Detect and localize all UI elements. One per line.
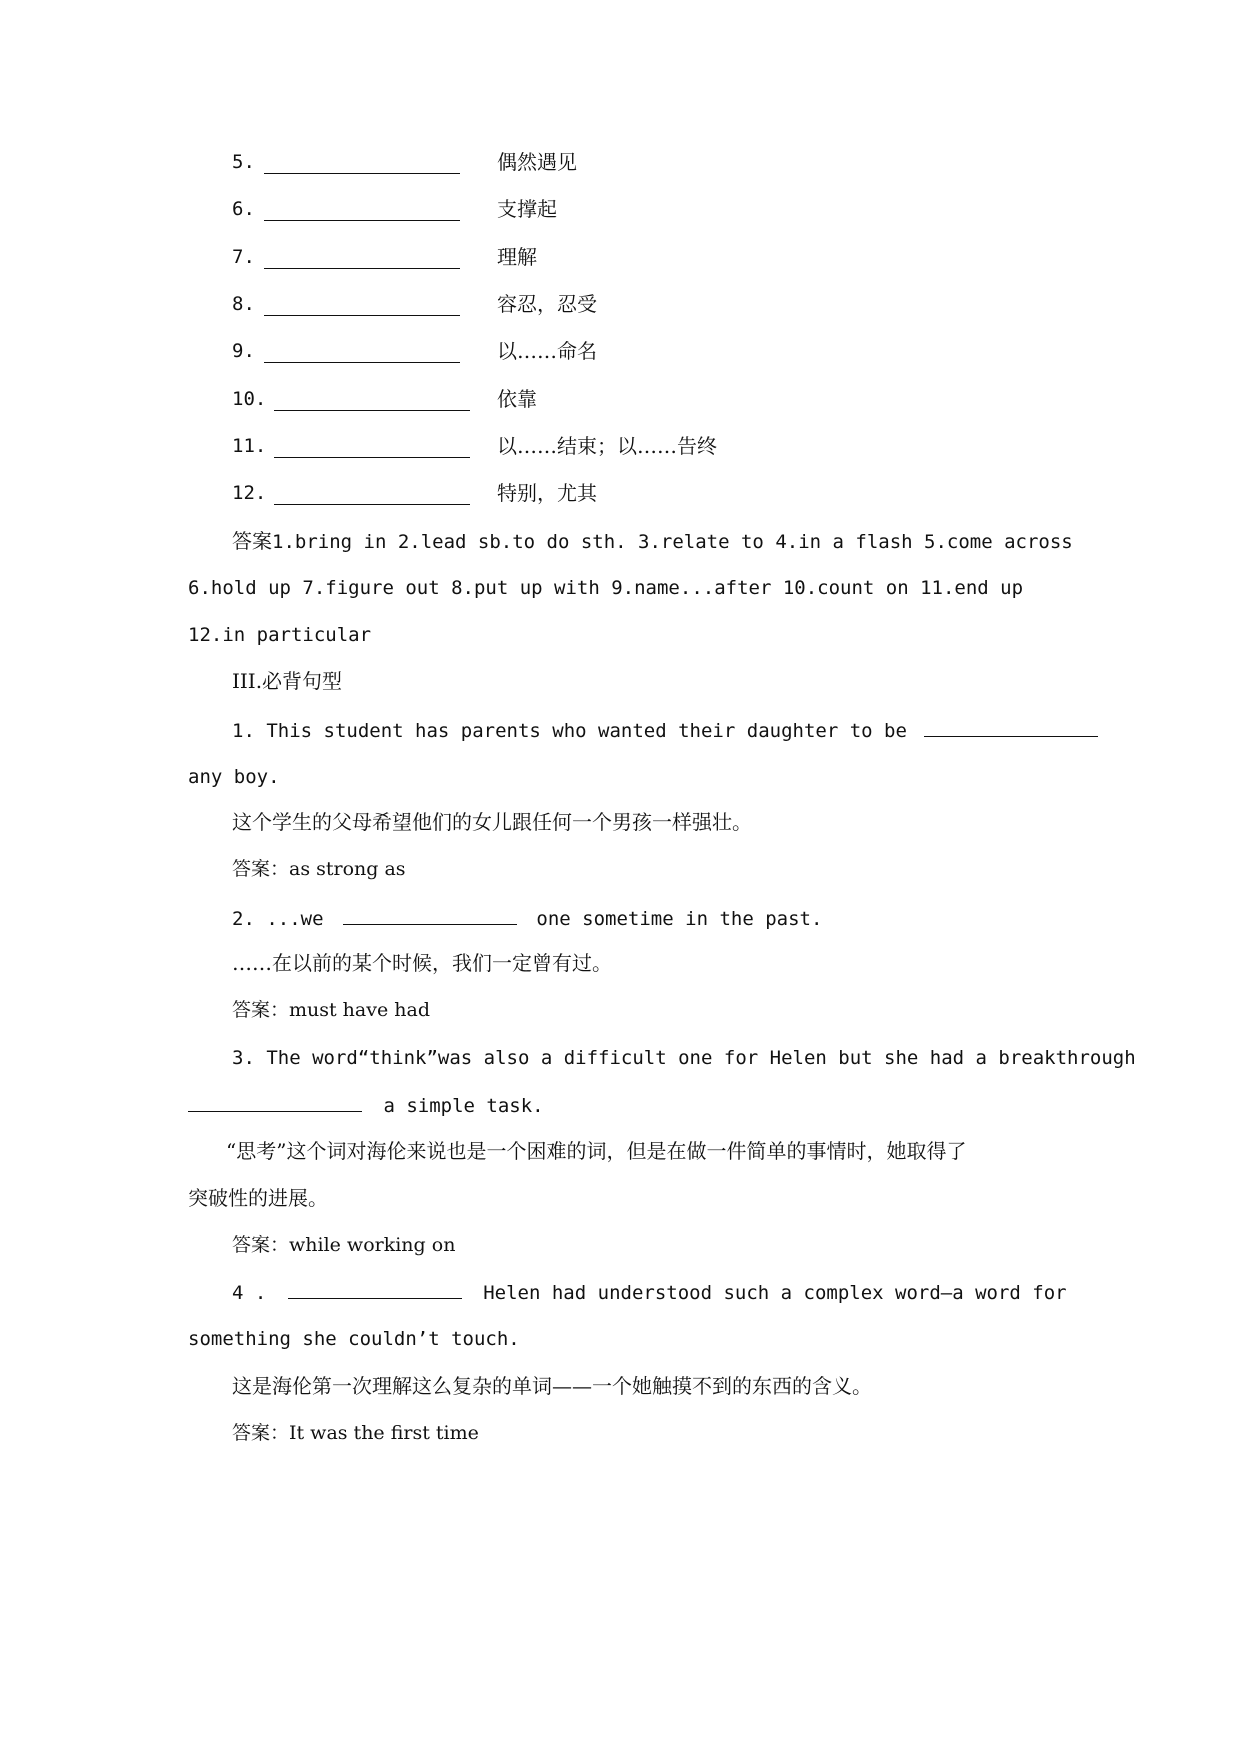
- vocab-item: [232, 245, 932, 273]
- answer-blank[interactable]: [274, 392, 470, 411]
- sentence-1-line-1: [232, 718, 1098, 743]
- sentence-4-line-2: something she couldn’t touch.: [188, 1328, 520, 1350]
- vocab-item: [232, 339, 932, 367]
- sentence-4-answer: 答案：It was the first time: [232, 1422, 479, 1444]
- vocab-meaning: 依靠: [497, 387, 537, 411]
- vocab-item: [232, 387, 932, 415]
- answer-label: 答案: [232, 529, 272, 553]
- vocab-item: [232, 434, 932, 462]
- vocab-number: 8.: [232, 293, 255, 315]
- sentence-3-translation-2: 突破性的进展。: [188, 1186, 328, 1210]
- vocab-meaning: 支撑起: [497, 197, 557, 221]
- vocab-meaning: 以……命名: [497, 339, 597, 363]
- sentence-text: a simple task.: [383, 1095, 544, 1117]
- sentence-3-line-2: [188, 1093, 544, 1118]
- vocab-meaning: 特别，尤其: [497, 481, 597, 505]
- sentence-text: one sometime in the past.: [536, 908, 823, 930]
- vocab-number: 10.: [232, 388, 267, 410]
- vocab-item: [232, 197, 932, 225]
- answer-blank[interactable]: [924, 718, 1098, 737]
- answer-blank[interactable]: [274, 486, 470, 505]
- answer-blank[interactable]: [343, 906, 517, 925]
- sentence-1-answer: 答案：as strong as: [232, 858, 406, 880]
- sentence-2-line: [232, 906, 822, 931]
- sentence-text: Helen had understood such a complex word—a word for: [483, 1282, 1067, 1304]
- vocab-meaning: 容忍，忍受: [497, 292, 597, 316]
- sentence-text: 2. ...we: [232, 908, 324, 930]
- sentence-3-line-1: 3. The word“think”was also a difficult one for Helen but she had a breakthrough: [232, 1047, 1136, 1069]
- vocab-item: [232, 292, 932, 320]
- sentence-2-answer: 答案：must have had: [232, 999, 430, 1021]
- vocab-meaning: 理解: [497, 245, 537, 269]
- vocab-number: 5.: [232, 151, 255, 173]
- answer-blank[interactable]: [264, 250, 460, 269]
- vocab-answer-line-3: 12.in particular: [188, 624, 372, 646]
- answer-blank[interactable]: [264, 297, 460, 316]
- vocab-item: [232, 150, 932, 178]
- answer-blank[interactable]: [188, 1093, 362, 1112]
- sentence-1-line-2: any boy.: [188, 766, 280, 788]
- vocab-answer-line-1: [232, 529, 1073, 554]
- answer-blank[interactable]: [264, 202, 460, 221]
- sentence-3-answer: 答案：while working on: [232, 1234, 456, 1256]
- vocab-meaning: 偶然遇见: [497, 150, 577, 174]
- vocab-meaning: 以……结束；以……告终: [497, 434, 717, 458]
- section-heading: III.必背句型: [232, 669, 343, 693]
- vocab-item: [232, 481, 932, 509]
- vocab-number: 6.: [232, 198, 255, 220]
- vocab-answer-line-2: 6.hold up 7.figure out 8.put up with 9.name...after 10.count on 11.end up: [188, 577, 1024, 599]
- answer-blank[interactable]: [274, 439, 470, 458]
- sentence-1-translation: 这个学生的父母希望他们的女儿跟任何一个男孩一样强壮。: [232, 810, 752, 834]
- sentence-text: 1. This student has parents who wanted their daughter to be: [232, 720, 907, 742]
- sentence-4-translation: 这是海伦第一次理解这么复杂的单词——一个她触摸不到的东西的含义。: [232, 1374, 872, 1398]
- sentence-4-line-1: [232, 1280, 1067, 1305]
- vocab-number: 12.: [232, 482, 267, 504]
- sentence-3-translation-1: “思考”这个词对海伦来说也是一个困难的词，但是在做一件简单的事情时，她取得了: [226, 1139, 967, 1163]
- vocab-number: 11.: [232, 435, 267, 457]
- vocab-number: 9.: [232, 340, 255, 362]
- answer-blank[interactable]: [264, 344, 460, 363]
- answer-blank[interactable]: [288, 1280, 462, 1299]
- vocab-number: 7.: [232, 246, 255, 268]
- sentence-2-translation: ……在以前的某个时候，我们一定曾有过。: [232, 951, 612, 975]
- answer-text: 1.bring in 2.lead sb.to do sth. 3.relate to 4.in a flash 5.come across: [272, 531, 1073, 553]
- sentence-text: 4 .: [232, 1282, 267, 1304]
- answer-blank[interactable]: [264, 155, 460, 174]
